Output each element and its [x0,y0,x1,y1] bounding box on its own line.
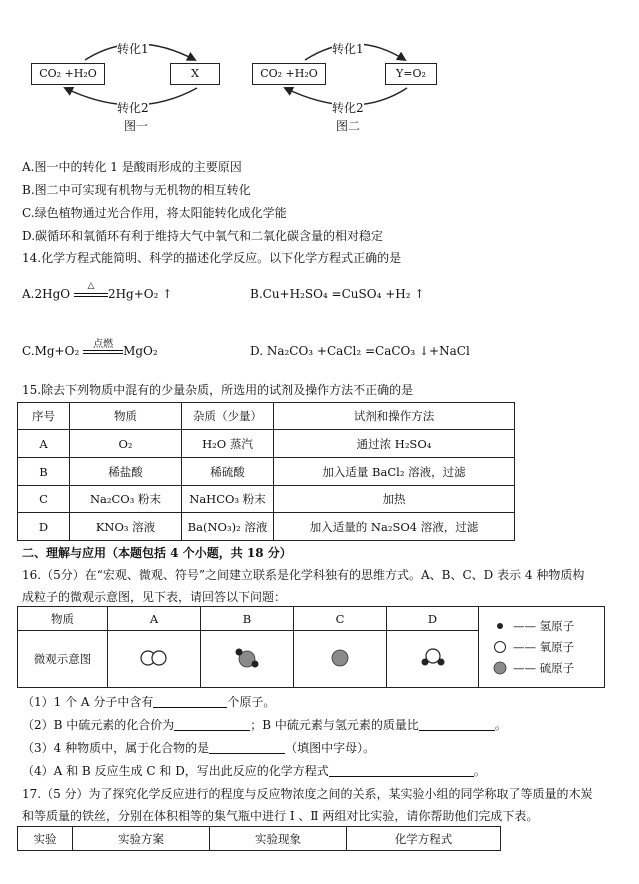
diagram1-left-box: CO₂ +H₂O [31,63,105,85]
q15-cell: B [18,458,70,486]
q17-line2: 和等质量的铁丝，分别在体积相等的集气瓶中进行 Ⅰ 、Ⅱ 两组对比实验，请你帮助他们完成下表。 [22,809,539,823]
diagram1-bottom-label: 转化2 [117,101,149,115]
q16-sub2-text-b: ；B 中硫元素与氢元素的质量比 [250,718,419,732]
diagram2-bottom-label: 转化2 [332,101,364,115]
q15-header-cell: 序号 [18,403,70,430]
q14-option-b: B.Cu+H₂SO₄ =CuSO₄ +H₂ ↑ [250,287,425,301]
q13-option-a: A.图一中的转化 1 是酸雨形成的主要原因 [22,160,242,174]
q17-header-cell: 实验方案 [73,827,210,851]
q14-option-a-right: 2Hg+O₂ ↑ [107,287,173,301]
q15-header-cell: 杂质（少量） [182,403,274,430]
diagram2-left-box: CO₂ +H₂O [252,63,326,85]
legend-hydrogen: —— 氢原子 [513,619,575,633]
diagram2-caption: 图二 [336,119,361,133]
answer-blank[interactable] [209,741,285,754]
legend-oxygen: —— 氧原子 [513,640,575,654]
q17-header-cell: 实验现象 [210,827,347,851]
q14-option-d: D. Na₂CO₃ +CaCl₂ =CaCO₃ ↓+NaCl [250,344,470,358]
q14-stem: 14.化学方程式能简明、科学的描述化学反应。以下化学方程式正确的是 [22,251,402,265]
diagram1-caption: 图一 [124,119,149,133]
oxygen-atom-icon [493,640,507,654]
molecule-b-icon [227,642,267,674]
q16-row-label: 微观示意图 [18,631,108,688]
q14-option-a [22,280,173,301]
q14-option-c-left: Mg+O₂ [34,344,80,358]
q14-option-a-condition: △ [87,280,95,291]
q16-header-cell: C [294,607,387,631]
q13-option-b: B.图二中可实现有机物与无机物的相互转化 [22,183,251,197]
molecule-a-cell [108,631,201,688]
q15-stem: 15.除去下列物质中混有的少量杂质，所选用的试剂及操作方法不正确的是 [22,383,414,397]
q15-cell: D [18,513,70,541]
q16-sub1 [22,693,275,710]
answer-blank[interactable] [174,718,250,731]
q15-cell: 加热 [274,486,515,513]
legend-sulfur: —— 硫原子 [513,661,575,675]
q15-cell: 通过浓 H₂SO₄ [274,430,515,458]
q15-cell: 加入适量 BaCl₂ 溶液，过滤 [274,458,515,486]
answer-blank[interactable] [153,695,227,708]
table-row [18,430,515,458]
q16-stem-line1: 16.（5分）在“宏观、微观、符号”之间建立联系是化学科独有的思维方式。A、B、C、D 表示 4 种物质构 [22,568,585,582]
q15-cell: KNO₃ 溶液 [70,513,182,541]
q14-option-a-prefix: A. [22,287,35,301]
q15-cell: O₂ [70,430,182,458]
q15-cell: Na₂CO₃ 粉末 [70,486,182,513]
q14-option-c-prefix: C. [22,344,35,358]
table-row [18,458,515,486]
diagram1-right-box: X [170,63,220,85]
molecule-d-icon [413,644,453,672]
diagram2-top-label: 转化1 [332,42,364,56]
q15-header-cell: 试剂和操作方法 [274,403,515,430]
q15-cell: NaHCO₃ 粉末 [182,486,274,513]
diagram2-right-box: Y=O₂ [385,63,437,85]
table-row [18,513,515,541]
q15-cell: A [18,430,70,458]
q14-option-c-condition: 点燃 [93,338,114,350]
table-row [18,486,515,513]
q15-cell: 稀盐酸 [70,458,182,486]
q16-legend-cell [479,607,605,688]
q14-option-c-right: MgO₂ [123,344,158,358]
diagram1-top-label: 转化1 [117,42,149,56]
q17-header-cell: 化学方程式 [347,827,501,851]
q16-sub3 [22,739,375,756]
q16-sub4 [22,762,486,779]
q13-option-c: C.绿色植物通过光合作用，将太阳能转化成化学能 [22,206,287,220]
q15-cell: 加入适量的 Na₂SO4 溶液，过滤 [274,513,515,541]
molecule-a-icon [134,646,174,670]
sulfur-atom-icon [493,661,507,675]
q17-line1: 17.（5 分）为了探究化学反应进行的程度与反应物浓度之间的关系，某实验小组的同学称取了等质量的木炭 [22,787,593,801]
q16-sub4-text-a: （4）A 和 B 反应生成 C 和 D，写出此反应的化学方程式 [22,764,329,778]
q15-header-cell: 物质 [70,403,182,430]
q15-table [17,402,515,541]
molecule-d-cell [387,631,479,688]
q17-header-cell: 实验 [18,827,73,851]
q15-cell: C [18,486,70,513]
q16-sub2 [22,716,507,733]
q16-sub2-text-c: 。 [494,718,507,732]
q16-header-cell: D [387,607,479,631]
section-title: 二、理解与应用（本题包括 4 个小题，共 18 分） [22,546,292,560]
q16-sub3-text-a: （3）4 种物质中，属于化合物的是 [22,741,210,755]
molecule-c-cell [294,631,387,688]
q14-option-c [22,338,158,358]
q16-sub4-text-b: 。 [473,764,486,778]
q15-cell: Ba(NO₃)₂ 溶液 [182,513,274,541]
q16-sub1-text-b: 个原子。 [227,695,276,709]
molecule-c-icon [325,645,355,671]
q17-table [17,826,501,851]
q14-option-a-left: 2HgO [34,287,71,301]
q16-table [17,606,605,688]
q13-option-d: D.碳循环和氧循环有利于维持大气中氧气和二氧化碳含量的相对稳定 [22,229,384,243]
q15-cell: 稀硫酸 [182,458,274,486]
molecule-b-cell [201,631,294,688]
q16-sub1-text-a: （1）1 个 A 分子中含有 [22,695,154,709]
answer-blank[interactable] [329,764,474,777]
answer-blank[interactable] [419,718,495,731]
q16-header-cell: 物质 [18,607,108,631]
hydrogen-atom-icon [493,619,507,633]
q16-header-cell: A [108,607,201,631]
q16-stem-line2: 成粒子的微观示意图，见下表，请回答以下问题： [22,590,287,604]
q16-sub2-text-a: （2）B 中硫元素的化合价为 [22,718,175,732]
q15-cell: H₂O 蒸汽 [182,430,274,458]
q16-sub3-text-b: （填图中字母）。 [285,741,376,755]
q16-header-cell: B [201,607,294,631]
